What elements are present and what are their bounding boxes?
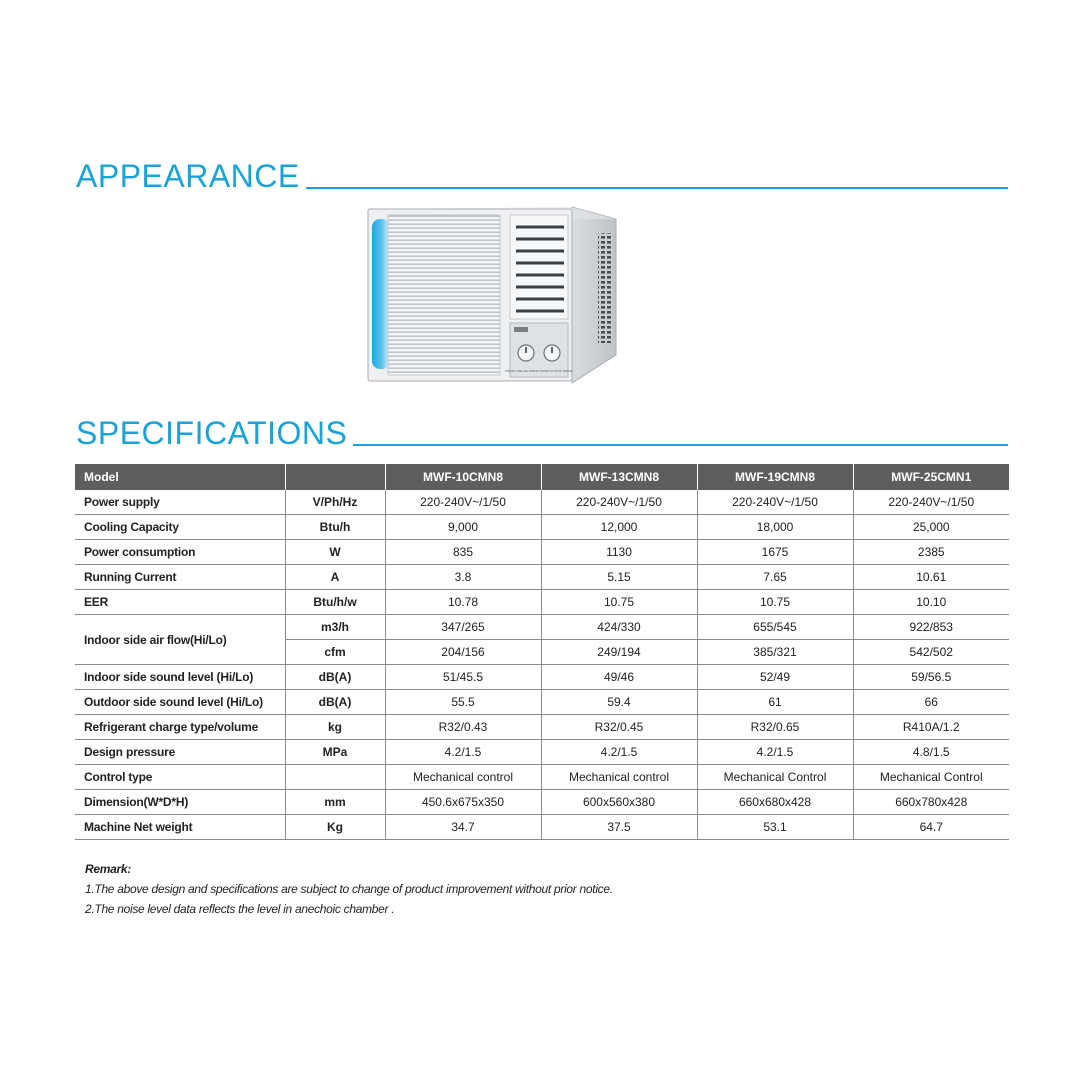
value-cell: 51/45.5 <box>385 665 541 690</box>
value-cell: Mechanical Control <box>697 765 853 790</box>
param-label: Running Current <box>75 565 285 590</box>
unit-cell <box>285 765 385 790</box>
param-label: Dimension(W*D*H) <box>75 790 285 815</box>
unit-cell: A <box>285 565 385 590</box>
value-cell: R32/0.43 <box>385 715 541 740</box>
value-cell: Mechanical Control <box>853 765 1009 790</box>
value-cell: 220-240V~/1/50 <box>697 490 853 515</box>
header-cell <box>285 464 385 490</box>
value-cell: 10.75 <box>541 590 697 615</box>
table-row <box>75 490 1009 515</box>
table-row <box>75 515 1009 540</box>
value-cell: 655/545 <box>697 615 853 640</box>
value-cell: 220-240V~/1/50 <box>853 490 1009 515</box>
table-row <box>75 540 1009 565</box>
header-cell: MWF-13CMN8 <box>541 464 697 490</box>
value-cell: 7.65 <box>697 565 853 590</box>
value-cell: 542/502 <box>853 640 1009 665</box>
value-cell: 1130 <box>541 540 697 565</box>
heading-rule <box>353 444 1008 446</box>
value-cell: 385/321 <box>697 640 853 665</box>
value-cell: 5.15 <box>541 565 697 590</box>
value-cell: 3.8 <box>385 565 541 590</box>
param-label: Control type <box>75 765 285 790</box>
value-cell: 66 <box>853 690 1009 715</box>
table-header-row <box>75 464 1009 490</box>
value-cell: 34.7 <box>385 815 541 840</box>
value-cell: 220-240V~/1/50 <box>541 490 697 515</box>
value-cell: 55.5 <box>385 690 541 715</box>
value-cell: 53.1 <box>697 815 853 840</box>
remark-line: 1.The above design and specifications are subject to change of product improvement without prior notice. <box>85 882 613 896</box>
value-cell: 12,000 <box>541 515 697 540</box>
param-label: Outdoor side sound level (Hi/Lo) <box>75 690 285 715</box>
table-row <box>75 590 1009 615</box>
header-cell: MWF-25CMN1 <box>853 464 1009 490</box>
remarks-title: Remark: <box>85 862 131 876</box>
value-cell: 220-240V~/1/50 <box>385 490 541 515</box>
unit-cell: W <box>285 540 385 565</box>
value-cell: 660x680x428 <box>697 790 853 815</box>
value-cell: 64.7 <box>853 815 1009 840</box>
param-label: Indoor side air flow(Hi/Lo) <box>75 615 285 665</box>
unit-cell: Kg <box>285 815 385 840</box>
value-cell: 59/56.5 <box>853 665 1009 690</box>
param-label: Cooling Capacity <box>75 515 285 540</box>
value-cell: 10.78 <box>385 590 541 615</box>
value-cell: 59.4 <box>541 690 697 715</box>
value-cell: 4.2/1.5 <box>697 740 853 765</box>
specifications-title: SPECIFICATIONS <box>76 415 348 451</box>
param-label: Power supply <box>75 490 285 515</box>
value-cell: 10.10 <box>853 590 1009 615</box>
value-cell: 922/853 <box>853 615 1009 640</box>
value-cell: 25,000 <box>853 515 1009 540</box>
value-cell: 10.75 <box>697 590 853 615</box>
value-cell: 49/46 <box>541 665 697 690</box>
table-row <box>75 815 1009 840</box>
unit-cell: dB(A) <box>285 665 385 690</box>
param-label: Indoor side sound level (Hi/Lo) <box>75 665 285 690</box>
remarks <box>85 859 613 919</box>
value-cell: Mechanical control <box>541 765 697 790</box>
value-cell: 37.5 <box>541 815 697 840</box>
unit-cell: kg <box>285 715 385 740</box>
value-cell: 10.61 <box>853 565 1009 590</box>
value-cell: R32/0.65 <box>697 715 853 740</box>
value-cell: 1675 <box>697 540 853 565</box>
param-label: Design pressure <box>75 740 285 765</box>
value-cell: 4.2/1.5 <box>385 740 541 765</box>
value-cell: 61 <box>697 690 853 715</box>
value-cell: 204/156 <box>385 640 541 665</box>
param-label: Power consumption <box>75 540 285 565</box>
specifications-heading <box>76 417 1008 449</box>
appearance-heading <box>76 160 1008 192</box>
table-row <box>75 565 1009 590</box>
unit-cell: dB(A) <box>285 690 385 715</box>
unit-cell: V/Ph/Hz <box>285 490 385 515</box>
window-air-conditioner-image <box>366 205 630 387</box>
value-cell: Mechanical control <box>385 765 541 790</box>
value-cell: R32/0.45 <box>541 715 697 740</box>
header-cell: MWF-10CMN8 <box>385 464 541 490</box>
value-cell: 9,000 <box>385 515 541 540</box>
value-cell: 450.6x675x350 <box>385 790 541 815</box>
value-cell: 4.8/1.5 <box>853 740 1009 765</box>
table-row <box>75 740 1009 765</box>
unit-cell: m3/h <box>285 615 385 640</box>
value-cell: 249/194 <box>541 640 697 665</box>
table-row <box>75 690 1009 715</box>
param-label: Machine Net weight <box>75 815 285 840</box>
specifications-table <box>75 464 1009 840</box>
value-cell: 4.2/1.5 <box>541 740 697 765</box>
value-cell: 347/265 <box>385 615 541 640</box>
appearance-title: APPEARANCE <box>76 158 300 194</box>
value-cell: 2385 <box>853 540 1009 565</box>
unit-cell: cfm <box>285 640 385 665</box>
param-label: EER <box>75 590 285 615</box>
value-cell: 660x780x428 <box>853 790 1009 815</box>
value-cell: 424/330 <box>541 615 697 640</box>
value-cell: 600x560x380 <box>541 790 697 815</box>
table-row <box>75 715 1009 740</box>
value-cell: 835 <box>385 540 541 565</box>
control-panel-label: PRESS THE AIR SWING KNOB TO STOP SWING <box>505 369 573 373</box>
value-cell: 18,000 <box>697 515 853 540</box>
unit-cell: Btu/h/w <box>285 590 385 615</box>
table-row <box>75 615 1009 640</box>
unit-cell: Btu/h <box>285 515 385 540</box>
table-row <box>75 765 1009 790</box>
remark-line: 2.The noise level data reflects the level in anechoic chamber . <box>85 902 395 916</box>
value-cell: 52/49 <box>697 665 853 690</box>
param-label: Refrigerant charge type/volume <box>75 715 285 740</box>
table-row <box>75 790 1009 815</box>
header-cell: Model <box>75 464 285 490</box>
unit-cell: mm <box>285 790 385 815</box>
unit-cell: MPa <box>285 740 385 765</box>
heading-rule <box>306 187 1008 189</box>
header-cell: MWF-19CMN8 <box>697 464 853 490</box>
value-cell: R410A/1.2 <box>853 715 1009 740</box>
table-row <box>75 665 1009 690</box>
